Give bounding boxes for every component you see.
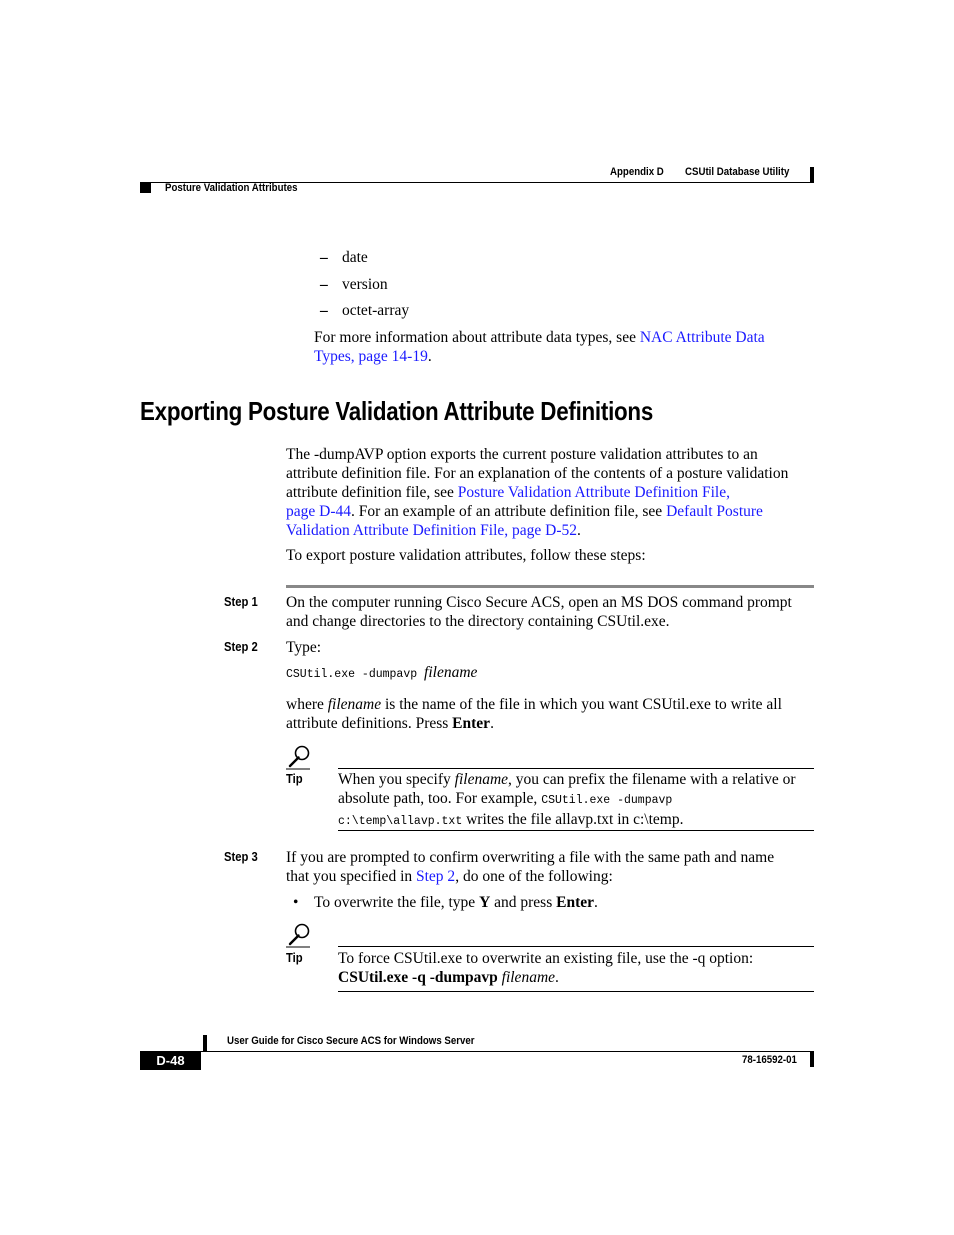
tip-2-bottom-rule: [338, 991, 814, 992]
definition-file-link-cont[interactable]: page D-44: [286, 503, 351, 520]
list-item-date: date: [342, 249, 368, 266]
list-item-octet-array: octet-array: [342, 302, 410, 319]
default-posture-link-cont[interactable]: Validation Attribute Definition File, page D-52: [286, 522, 578, 539]
intro-paragraph: The -dumpAVP option exports the current posture validation attributes to an attribute definition file. For an explanation of the contents of a posture validation attribute definition file, see Posture Validation Attribute Definition File, page D-44. For an example of an attribute definition file, see Default Posture Validation Attribute Definition File, page D-52.: [286, 446, 789, 539]
dash-item: –: [320, 276, 328, 293]
step-2-label: Step 2: [224, 640, 258, 654]
magnifier-icon: [286, 922, 312, 948]
footer-doc-number: 78-16592-01: [742, 1054, 797, 1066]
definition-file-link[interactable]: Posture Validation Attribute Definition File,: [457, 484, 730, 501]
header-chapter: CSUtil Database Utility: [685, 166, 790, 178]
bullet-dot: •: [293, 894, 299, 911]
nac-attribute-link[interactable]: NAC Attribute Data: [639, 329, 765, 346]
header-bar-right: [810, 167, 814, 183]
more-info-paragraph: For more information about attribute data types, see NAC Attribute Data Types, page 14-19.: [314, 329, 765, 365]
procedure-rule: [286, 585, 814, 588]
steps-intro: To export posture validation attributes, follow these steps:: [286, 547, 646, 564]
tip-2-text: To force CSUtil.exe to overwrite an existing file, use the -q option: CSUtil.exe -q -dumpavp filename.: [338, 950, 754, 986]
step-2-command: CSUtil.exe -dumpavp filename: [286, 664, 478, 681]
page-number-badge: D-48: [140, 1051, 201, 1070]
step-2-type: Type:: [286, 639, 322, 656]
tip-1-bottom-rule: [338, 830, 814, 831]
section-heading: Exporting Posture Validation Attribute Definitions: [140, 396, 654, 426]
tip-2-label: Tip: [286, 951, 303, 965]
step-1-text: On the computer running Cisco Secure ACS, open an MS DOS command prompt and change directories to the directory containing CSUtil.exe.: [286, 594, 792, 630]
footer-guide-title: User Guide for Cisco Secure ACS for Windows Server: [227, 1035, 475, 1047]
header-section: Posture Validation Attributes: [165, 182, 298, 194]
step-2-where: where filename is the name of the file in which you want CSUtil.exe to write all attribute definitions. Press Enter.: [286, 696, 782, 732]
magnifier-icon: [286, 744, 312, 770]
section-heading-wrap: [140, 396, 737, 427]
tip-1-top-rule: [338, 768, 814, 769]
dash-item: –: [320, 302, 328, 319]
header-appendix: Appendix D: [610, 166, 664, 178]
nac-attribute-link-cont[interactable]: Types, page 14-19: [314, 348, 428, 365]
footer-rule: [140, 1051, 814, 1052]
list-item-version: version: [342, 276, 388, 293]
step-3-label: Step 3: [224, 850, 258, 864]
tip-2-top-rule: [338, 946, 814, 947]
default-posture-link[interactable]: Default Posture: [666, 503, 763, 520]
tip-1-text: When you specify filename, you can prefix the filename with a relative or absolute path, too. For example, CSUtil.exe -dumpavp c:\temp\allavp.txt writes the file allavp.txt in c:\temp.: [338, 771, 796, 828]
step-3-text: If you are prompted to confirm overwriting a file with the same path and name that you specified in Step 2, do one of the following:: [286, 849, 775, 885]
tip-1-label: Tip: [286, 772, 303, 786]
footer-bar-right: [810, 1051, 814, 1067]
header-square: [140, 182, 151, 193]
footer-bar-left: [203, 1035, 207, 1051]
step-3-bullet: To overwrite the file, type Y and press Enter.: [314, 894, 598, 911]
step-2-link[interactable]: Step 2: [416, 868, 456, 885]
step-1-label: Step 1: [224, 595, 258, 609]
dash-item: –: [320, 249, 328, 266]
